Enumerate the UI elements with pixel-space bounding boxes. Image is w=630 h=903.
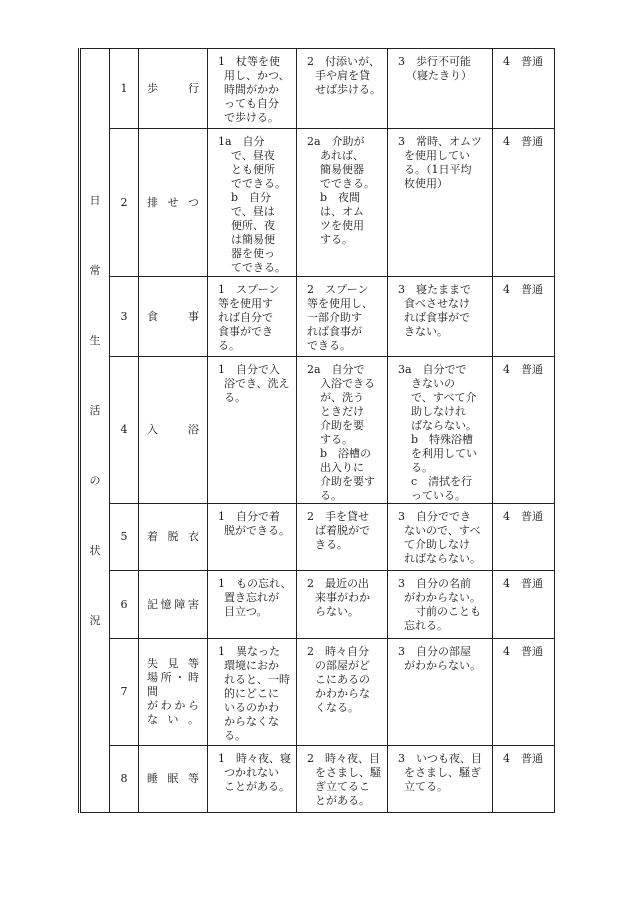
level-1-option: 1 自分で着 脱ができる。 xyxy=(208,504,297,571)
row-number: 6 xyxy=(110,571,139,639)
level-3-option: 3 自分ででき ないので、すべ て介助しなけ ればならない。 xyxy=(388,504,493,571)
level-1-option: 1 もの忘れ、 置き忘れが 目立つ。 xyxy=(208,571,297,639)
level-1-option: 1 杖等を使 用し、かつ、 時間がかか っても自分 で歩ける。 xyxy=(208,49,297,129)
level-3-option: 3 歩行不可能 （寝たきり） xyxy=(388,49,493,129)
level-1-option: 1 時々夜、寝 つかれない ことがある。 xyxy=(208,746,297,813)
level-2-option: 2 スプーン 等を使用し、 一部介助す れば食事が できる。 xyxy=(297,277,388,357)
table-row xyxy=(80,277,555,357)
section-label-cell xyxy=(80,49,110,813)
row-number: 4 xyxy=(110,357,139,504)
table-row xyxy=(80,504,555,571)
item-label: 記憶障害 xyxy=(139,571,208,639)
row-number: 5 xyxy=(110,504,139,571)
level-1-option: 1a 自分 で、昼夜 とも便所 でできる。 b 自分 で、昼は 便所、夜 は簡易便 器を使っ てできる。 xyxy=(208,129,297,277)
item-label: 食事 xyxy=(139,277,208,357)
row-number: 8 xyxy=(110,746,139,813)
level-3-option: 3 自分の部屋 がわからない。 xyxy=(388,639,493,746)
level-4-option: 4 普通 xyxy=(493,639,555,746)
item-label: 排せつ xyxy=(139,129,208,277)
level-3-option: 3 寝たままで 食べさせなけ れば食事がで きない。 xyxy=(388,277,493,357)
table-row xyxy=(80,357,555,504)
level-1-option: 1 自分で入 浴でき、洗え る。 xyxy=(208,357,297,504)
row-number: 7 xyxy=(110,639,139,746)
level-1-option: 1 スプーン 等を使用す れば自分で 食事ができ る。 xyxy=(208,277,297,357)
item-label: 入浴 xyxy=(139,357,208,504)
level-1-option: 1 異なった 環境におか れると、一時 的にどこに いるのかわ からなくな る。 xyxy=(208,639,297,746)
level-2-option: 2 最近の出 来事がわか らない。 xyxy=(297,571,388,639)
table-row xyxy=(80,746,555,813)
level-2-option: 2 手を貸せ ば着脱がで きる。 xyxy=(297,504,388,571)
level-4-option: 4 普通 xyxy=(493,129,555,277)
section-label: 日常生活の状況 xyxy=(89,194,101,627)
row-number: 1 xyxy=(110,49,139,129)
level-3-option: 3 いつも夜、目 をさまし、騒ぎ 立てる。 xyxy=(388,746,493,813)
level-2-option: 2 時々自分 の部屋がど こにあるの かわからな くなる。 xyxy=(297,639,388,746)
level-4-option: 4 普通 xyxy=(493,504,555,571)
table-row xyxy=(80,571,555,639)
level-4-option: 4 普通 xyxy=(493,277,555,357)
item-label: 失見等 場所・時間 がわから ない。 xyxy=(139,639,208,746)
level-2-option: 2 時々夜、目 をさまし、騒 ぎ立てるこ とがある。 xyxy=(297,746,388,813)
level-3-option: 3 常時、オムツ を使用してい る。（1日平均 枚使用） xyxy=(388,129,493,277)
row-number: 3 xyxy=(110,277,139,357)
level-4-option: 4 普通 xyxy=(493,746,555,813)
level-4-option: 4 普通 xyxy=(493,357,555,504)
level-3-option: 3a 自分でで きないの で、すべて介 助しなけれ ばならない。 b 特殊浴槽 を利用してい る。 c 清拭を行 っている。 xyxy=(388,357,493,504)
daily-life-status-table xyxy=(78,48,555,813)
level-2-option: 2a 介助が あれば、 簡易便器 でできる。 b 夜間 は、オム ツを使用 する。 xyxy=(297,129,388,277)
level-2-option: 2a 自分で 入浴できる が、洗う ときだけ 介助を要 する。 b 浴槽の 出入りに 介助を要す る。 xyxy=(297,357,388,504)
item-label: 着脱衣 xyxy=(139,504,208,571)
level-3-option: 3 自分の名前 がわからない。 寸前のことも 忘れる。 xyxy=(388,571,493,639)
level-4-option: 4 普通 xyxy=(493,49,555,129)
row-number: 2 xyxy=(110,129,139,277)
item-label: 歩行 xyxy=(139,49,208,129)
table-row xyxy=(80,49,555,129)
level-4-option: 4 普通 xyxy=(493,571,555,639)
table-row xyxy=(80,129,555,277)
table-row xyxy=(80,639,555,746)
level-2-option: 2 付添いが、 手や肩を貸 せば歩ける。 xyxy=(297,49,388,129)
item-label: 睡眠等 xyxy=(139,746,208,813)
